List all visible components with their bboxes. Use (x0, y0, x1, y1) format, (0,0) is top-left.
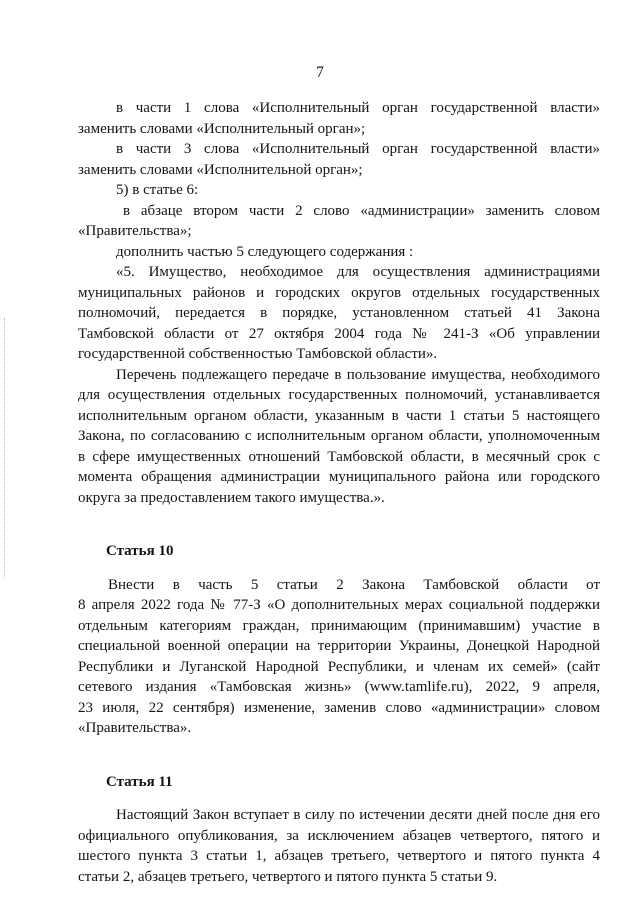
text-line: статьи 2, абзацев третьего, четвертого и пятого пункта 5 статьи 9. (78, 868, 498, 885)
article-10-heading: Статья 10 (106, 543, 174, 559)
text-line: Республики и Луганской Народной Республики, и членам их семей» (сайт (78, 658, 600, 675)
scan-margin-marks (4, 318, 8, 578)
text-line: полномочий, передается в порядке, установленном статьей 41 Закона (78, 305, 600, 321)
article-11-heading: Статья 11 (106, 773, 173, 790)
text-line: в абзаце втором части 2 слово «администрации» заменить словом (123, 202, 600, 219)
text-line: Закона, по согласованию с исполнительным органом области, уполномоченным (78, 428, 600, 444)
text-line: «Правительства». (78, 720, 192, 736)
text-line: в сфере имущественных отношений Тамбовской области, в месячный срок с (78, 448, 600, 465)
text-line: официального опубликования, за исключением абзацев четвертого, пятого и (78, 827, 600, 844)
text-line: муниципальных районов и городских округов отдельных государственных (78, 284, 600, 301)
text-line: Настоящий Закон вступает в силу по истечении десяти дней после дня его (116, 807, 600, 823)
text-line: в части 3 слова «Исполнительный орган государственной власти» (116, 141, 600, 157)
text-line: округа за предоставлением такого имущества.». (78, 489, 385, 506)
document-body (78, 98, 600, 887)
text-line: 23 июля, 22 сентября) изменение, заменив слово «администрации» словом (78, 699, 600, 716)
text-line: для осуществления отдельных государственных полномочий, устанавливается (78, 387, 600, 403)
text-line: отдельным категориям граждан, принимающим (принимавшим) участие в (78, 617, 600, 634)
text-line: Тамбовской области от 27 октября 2004 года № 241-З «Об управлении (78, 325, 600, 342)
text-line: «Правительства»; (78, 223, 192, 239)
text-line: «5. Имущество, необходимое для осуществления администрациями (116, 264, 600, 280)
page-number: 7 (316, 64, 324, 81)
text-line: специальной военной операции на территории Украины, Донецкой Народной (78, 638, 600, 654)
text-line: сетевого издания «Тамбовская жизнь» (www.tamlife.ru), 2022, 9 апреля, (78, 679, 600, 695)
text-line: Перечень подлежащего передаче в пользование имущества, необходимого (116, 366, 600, 383)
text-line: момента обращения администрации муниципального района или городского (78, 469, 600, 485)
text-line: дополнить частью 5 следующего содержания : (116, 243, 414, 260)
text-line: шестого пункта 3 статьи 1, абзацев третьего, четвертого и пятого пункта 4 (78, 848, 600, 864)
text-line: заменить словами «Исполнительной орган»; (78, 161, 363, 178)
text-line: в части 1 слова «Исполнительный орган государственной власти» (116, 100, 600, 116)
text-line: исполнительным органом области, указанным в части 1 статьи 5 настоящего (78, 407, 600, 424)
text-line: 8 апреля 2022 года № 77-З «О дополнительных мерах социальной поддержки (78, 597, 600, 613)
text-line: 5) в статье 6: (116, 182, 199, 198)
text-line: Внести в часть 5 статьи 2 Закона Тамбовской области от (108, 576, 600, 593)
text-line: государственной собственностью Тамбовской области». (78, 346, 438, 362)
text-line: заменить словами «Исполнительный орган»; (78, 120, 366, 137)
